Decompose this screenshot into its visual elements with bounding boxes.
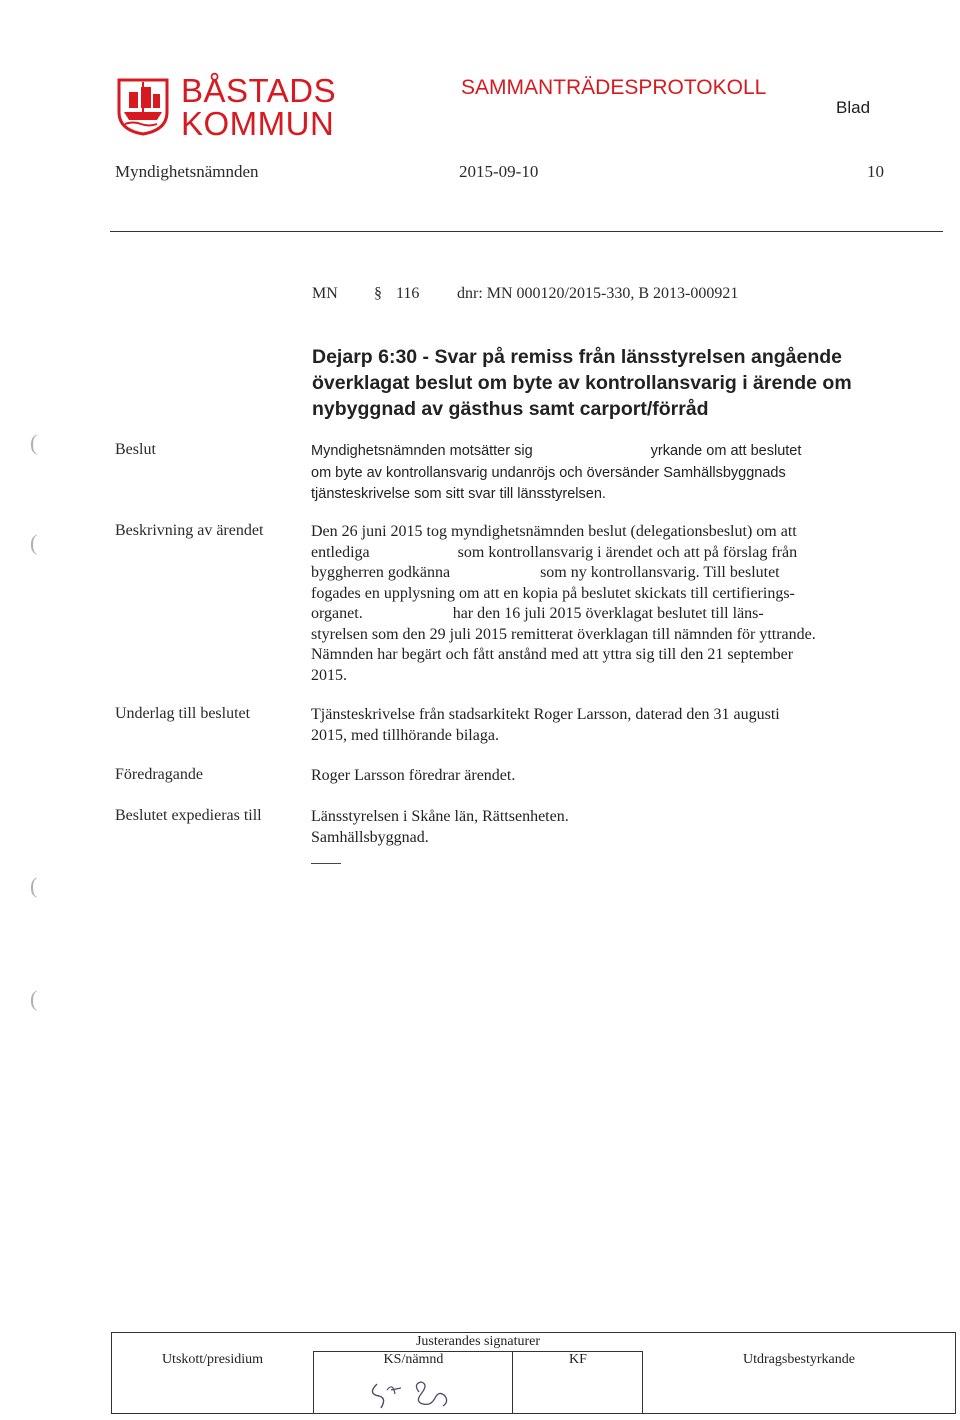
beslut-line-2: om byte av kontrollansvarig undanröjs och översänder Samhällsbyggnads	[311, 464, 786, 481]
beskrivning-line-3a: byggherren godkänna	[311, 564, 451, 581]
section-number: 116	[396, 285, 420, 302]
logo-line-1: BÅSTADS	[181, 72, 337, 109]
municipality-name	[181, 74, 336, 140]
page-number: 10	[867, 162, 884, 181]
expedieras-text	[311, 807, 893, 848]
cell-utskott	[112, 1351, 313, 1413]
foredragande-text: Roger Larsson föredrar ärendet.	[311, 767, 516, 784]
margin-mark: (	[30, 986, 38, 1011]
beskrivning-line-4: fogades en upplysning om att en kopia på beslutet skickats till certifierings-	[311, 584, 795, 602]
signature-table	[111, 1332, 956, 1414]
committee-name: Myndighetsnämnden	[115, 162, 259, 181]
logo-line-2: KOMMUN	[181, 105, 335, 142]
beslut-line-1	[311, 441, 893, 463]
signature-cells	[112, 1351, 955, 1413]
beskrivning-line-2b: som kontrollansvarig i ärendet och att på förslag från	[457, 543, 798, 561]
label-foredragande: Föredragande	[115, 766, 203, 783]
label-expedieras: Beslutet expedieras till	[115, 807, 262, 824]
beskrivning-text	[311, 522, 893, 686]
cell-utdrag-label: Utdragsbestyrkande	[743, 1352, 855, 1367]
document-type: SAMMANTRÄDESPROTOKOLL	[461, 76, 767, 99]
beskrivning-line-1: Den 26 juni 2015 tog myndighetsnämnden beslut (delegationsbeslut) om att	[311, 523, 797, 540]
ship-logo-icon	[115, 76, 171, 136]
signature-header: Justerandes signaturer	[313, 1333, 643, 1352]
end-rule	[311, 863, 341, 864]
expedieras-line-1: Länsstyrelsen i Skåne län, Rättsenheten.	[311, 808, 569, 825]
beskrivning-line-3	[311, 563, 893, 584]
beskrivning-line-7: Nämnden har begärt och fått anstånd med att yttra sig till den 21 september	[311, 646, 794, 663]
header-divider	[110, 231, 943, 232]
expedieras-line-2: Samhällsbyggnad.	[311, 828, 429, 846]
beslut-text	[311, 441, 893, 506]
margin-mark: (	[30, 530, 38, 555]
cell-ks-namnd	[313, 1351, 513, 1413]
page-title	[312, 344, 872, 422]
underlag-line-1: Tjänsteskrivelse från stadsarkitekt Roger Larsson, daterad den 31 augusti	[311, 706, 780, 723]
cell-kf-label: KF	[569, 1352, 587, 1367]
cell-utskott-label: Utskott/presidium	[161, 1352, 264, 1367]
underlag-text	[311, 705, 893, 746]
beskrivning-line-5b: har den 16 juli 2015 överklagat beslutet till läns-	[452, 605, 764, 622]
beskrivning-line-5a: organet.	[311, 605, 363, 622]
cell-kf	[512, 1351, 643, 1413]
initials-signature-icon	[359, 1372, 469, 1412]
ref-body: MN	[312, 285, 338, 302]
title-line-3: nybyggnad av gästhus samt carport/förråd	[312, 398, 709, 420]
beslut-line-3: tjänsteskrivelse som sitt svar till länsstyrelsen.	[311, 486, 606, 502]
cell-ks-namnd-label: KS/nämnd	[383, 1352, 444, 1367]
label-beskrivning: Beskrivning av ärendet	[115, 522, 264, 539]
label-underlag: Underlag till beslutet	[115, 705, 251, 722]
label-beslut: Beslut	[115, 441, 156, 458]
beskrivning-line-6: styrelsen som den 29 juli 2015 remitterat överklagan till nämnden för yttrande.	[311, 625, 816, 643]
margin-mark: (	[30, 873, 38, 898]
beslut-line-1b: yrkande om att beslutet	[650, 443, 802, 459]
beslut-line-1a: Myndighetsnämnden motsätter sig	[311, 443, 533, 459]
margin-mark: (	[30, 430, 38, 455]
underlag-line-2: 2015, med tillhörande bilaga.	[311, 726, 499, 744]
section-sign: §	[374, 285, 382, 302]
beskrivning-line-2a: entlediga	[311, 543, 370, 561]
blad-label: Blad	[836, 98, 871, 117]
beskrivning-line-8: 2015.	[311, 666, 347, 684]
title-line-1: Dejarp 6:30 - Svar på remiss från länsstyrelsen angående	[312, 346, 842, 368]
meeting-date: 2015-09-10	[459, 162, 539, 181]
title-line-2: överklagat beslut om byte av kontrollansvarig i ärende om	[312, 372, 852, 394]
beskrivning-line-3b: som ny kontrollansvarig. Till beslutet	[540, 564, 780, 581]
diary-number: dnr: MN 000120/2015-330, B 2013-000921	[457, 285, 739, 302]
beskrivning-line-2	[311, 543, 893, 564]
beskrivning-line-5	[311, 604, 893, 625]
cell-utdrag	[642, 1351, 955, 1413]
